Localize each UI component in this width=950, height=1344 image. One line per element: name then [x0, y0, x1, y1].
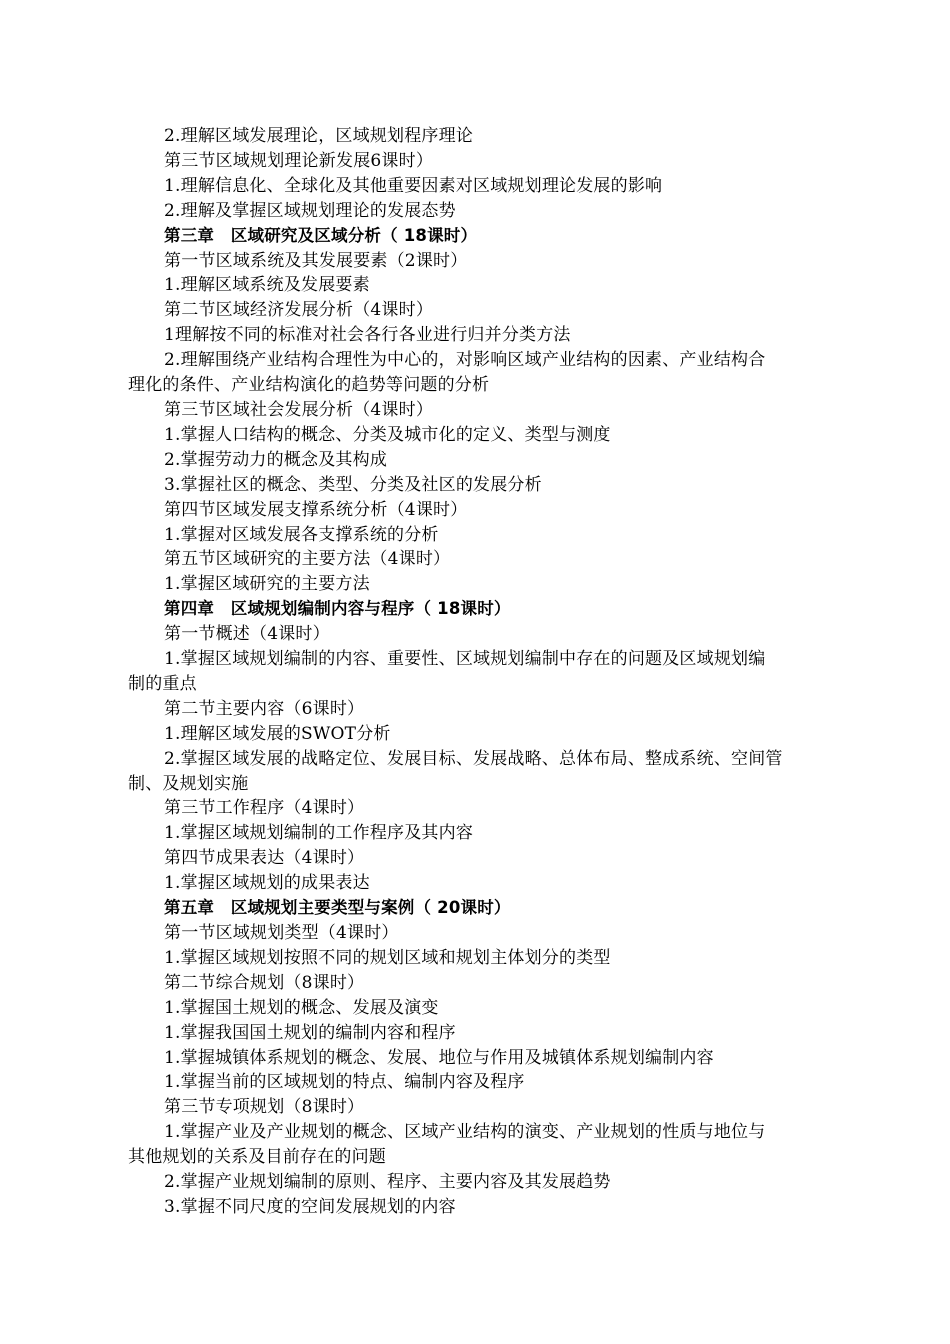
chapter-heading: 第四章 区域规划编制内容与程序（ 18课时）	[164, 599, 511, 619]
outline-item: 1.理解信息化、全球化及其他重要因素对区域规划理论发展的影响	[164, 175, 663, 196]
outline-item: 1.掌握区域研究的主要方法	[164, 574, 370, 595]
outline-item: 1.理解区域发展的SWOT分析	[164, 723, 391, 744]
section-heading: 第一节概述（4课时）	[164, 624, 330, 645]
outline-item: 3.掌握不同尺度的空间发展规划的内容	[164, 1196, 456, 1217]
outline-item-text: 1.掌握产业及产业规划的概念、区域产业结构的演变、产业规划的性质与地位与	[164, 1122, 766, 1143]
outline-item: 1.掌握人口结构的概念、分类及城市化的定义、类型与测度	[164, 424, 611, 445]
outline-item: 1理解按不同的标准对社会各行各业进行归并分类方法	[164, 325, 571, 346]
section-heading: 第三节工作程序（4课时）	[164, 798, 365, 819]
outline-item: 1.掌握区域规划按照不同的规划区域和规划主体划分的类型	[164, 947, 611, 968]
outline-item: 2.掌握产业规划编制的原则、程序、主要内容及其发展趋势	[164, 1172, 611, 1193]
outline-item-continuation: 其他规划的关系及目前存在的问题	[128, 1147, 386, 1168]
outline-item: 1.掌握我国国土规划的编制内容和程序	[164, 1022, 456, 1043]
outline-item-continuation: 制、及规划实施	[128, 773, 249, 794]
section-heading: 第三节区域规划理论新发展6课时）	[164, 150, 434, 171]
outline-item-text: 2.掌握区域发展的战略定位、发展目标、发展战略、总体布局、整成系统、空间管	[164, 748, 783, 769]
outline-item: 3.掌握社区的概念、类型、分类及社区的发展分析	[164, 474, 542, 495]
outline-item: 1.掌握国土规划的概念、发展及演变	[164, 997, 439, 1018]
outline-item: 1.掌握当前的区域规划的特点、编制内容及程序	[164, 1072, 525, 1093]
outline-item: 1.掌握城镇体系规划的概念、发展、地位与作用及城镇体系规划编制内容	[164, 1047, 714, 1068]
section-heading: 第四节成果表达（4课时）	[164, 848, 365, 869]
outline-item-continuation: 制的重点	[128, 673, 197, 694]
outline-item: 1.掌握对区域发展各支撑系统的分析	[164, 524, 439, 545]
outline-item: 1.理解区域系统及发展要素	[164, 275, 370, 296]
outline-item: 2.理解及掌握区域规划理论的发展态势	[164, 200, 456, 221]
outline-item: 1.掌握区域规划的成果表达	[164, 873, 370, 894]
section-heading: 第一节区域规划类型（4课时）	[164, 923, 399, 943]
outline-item	[128, 747, 824, 797]
outline-item	[128, 348, 824, 398]
section-heading: 第五节区域研究的主要方法（4课时）	[164, 549, 451, 570]
outline-item-continuation: 理化的条件、产业结构演化的趋势等问题的分析	[128, 375, 490, 396]
outline-item: 2.掌握劳动力的概念及其构成	[164, 449, 388, 470]
outline-item: 1.掌握区域规划编制的工作程序及其内容	[164, 823, 474, 844]
section-heading: 第二节区域经济发展分析（4课时）	[164, 300, 434, 321]
section-heading: 第一节区域系统及其发展要素（2课时）	[164, 250, 468, 271]
section-heading: 第三节专项规划（8课时）	[164, 1097, 365, 1118]
chapter-heading: 第五章 区域规划主要类型与案例（ 20课时）	[164, 898, 511, 918]
outline-item	[128, 647, 824, 697]
outline-item: 2.理解区域发展理论，区域规划程序理论	[164, 126, 474, 146]
section-heading: 第二节综合规划（8课时）	[164, 972, 365, 993]
section-heading: 第三节区域社会发展分析（4课时）	[164, 399, 434, 420]
outline-item-text: 2.理解围绕产业结构合理性为中心的，对影响区域产业结构的因素、产业结构合	[164, 350, 766, 371]
section-heading: 第四节区域发展支撑系统分析（4课时）	[164, 499, 468, 520]
chapter-heading: 第三章 区域研究及区域分析（ 18课时）	[164, 225, 478, 245]
outline-item-text: 1.掌握区域规划编制的内容、重要性、区域规划编制中存在的问题及区域规划编	[164, 649, 766, 670]
section-heading: 第二节主要内容（6课时）	[164, 698, 365, 719]
outline-item	[128, 1120, 824, 1170]
